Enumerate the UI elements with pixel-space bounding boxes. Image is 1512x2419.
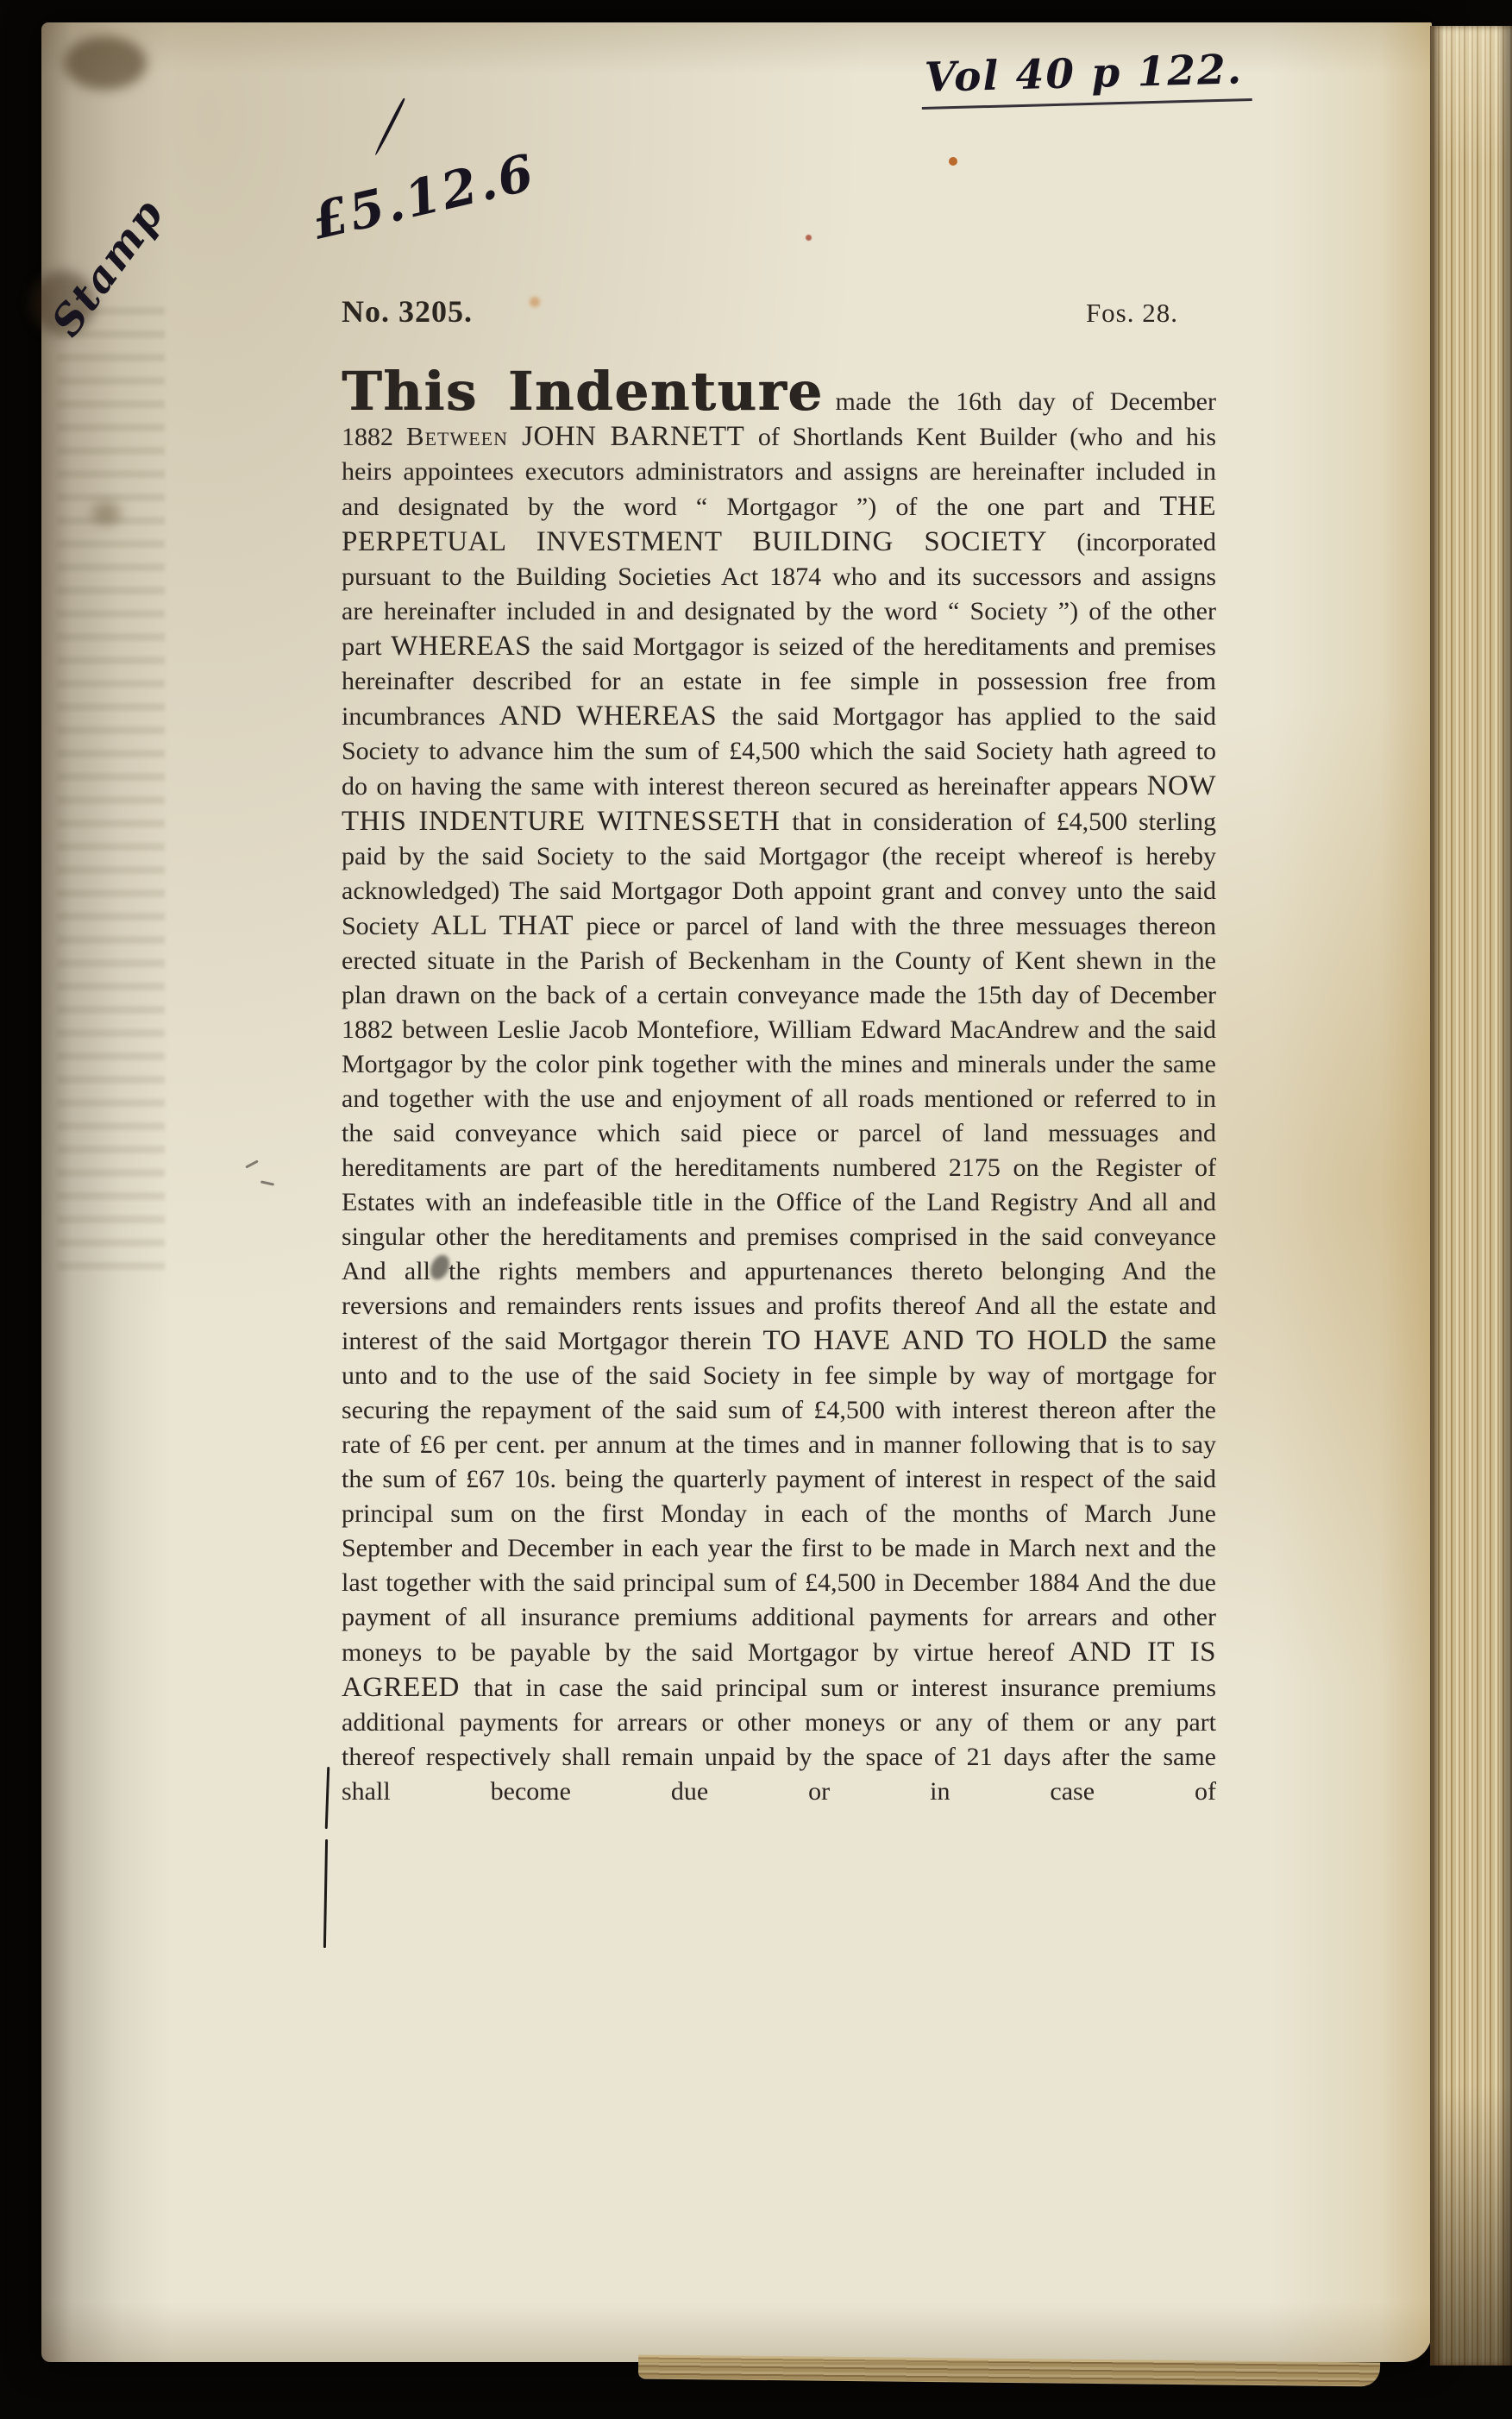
deed-text-segment: NOW THIS INDENTURE WITNESSETH <box>342 770 1216 837</box>
deed-paper-sheet <box>41 22 1432 2362</box>
deed-text-segment: Between <box>405 421 523 451</box>
folio-number: Fos. 28. <box>1085 298 1178 328</box>
handwritten-stamp-word: Stamp <box>41 189 174 346</box>
deed-text-segment: TO HAVE AND TO HOLD <box>762 1325 1120 1356</box>
margin-pen-mark <box>323 1839 328 1948</box>
handwritten-stamp-amount: £5.12.6 <box>306 142 542 251</box>
deed-text-segment: the said Mortgagor is seized of the hereditaments and premises hereinafter described for an estate in fee simple in possession free from incumbrances <box>342 632 1216 731</box>
bleedthrough-text-ghost <box>57 307 165 1273</box>
deed-text-segment: the said Mortgagor has applied to the said Society to advance him the sum of £4,500 which the said Society hath agreed to do on having the same with interest thereon secured as hereinafter appears <box>342 702 1216 801</box>
deed-content-column <box>342 293 1216 1809</box>
deed-text-segment: that in case the said principal sum or interest insurance premiums additional payments for arrears or other moneys or any of them or any part thereof respectively shall remain unpaid by the space of 21 days after the same shall become due or in case of <box>342 1674 1216 1806</box>
deed-body-text <box>342 360 1217 1809</box>
pencil-mark <box>260 1180 274 1185</box>
handwritten-volume-reference: Vol 40 p 122. <box>920 46 1252 110</box>
deed-text-segment: piece or parcel of land with the three messuages thereon erected situate in the Parish of Beckenham in the County of Kent shewn in the plan drawn on the back of a certain conveyance made the 15th day of December 1882 between Leslie Jacob Montefiore, William Edward MacAndrew and the said Mortgagor by the color pink together with the mines and minerals under the same and together with the use and enjoyment of all roads mentioned or referred to in the said conveyance which said piece or parcel of land messuages and hereditaments are part of the hereditaments numbered 2175 on the Register of Estates with an indefeasible title in the Office of the Land Registry And all and singular other the hereditaments and premises comprised in the said conveyance And all the rights members and appurtenances thereto belonging And the reversions and remainders rents issues and profits thereof And all the estate and interest of the said Mortgagor therein <box>342 912 1216 1355</box>
margin-pen-mark <box>325 1767 330 1829</box>
deed-text-segment: AND WHEREAS <box>499 701 732 732</box>
red-speck <box>806 235 812 241</box>
document-number: No. 3205. <box>342 294 473 329</box>
deed-text-segment: made the 16th day of December 1882 <box>342 387 1216 451</box>
ink-stain <box>64 36 147 90</box>
deed-text-segment: (incorporated pursuant to the Building Societies Act 1874 who and its successors and assigns are hereinafter included in and designated by the word “ Society ”) of the other part <box>342 528 1216 661</box>
deed-text-segment: that in consideration of £4,500 sterling paid by the said Society to the said Mortgagor (the receipt whereof is hereby acknowledged) The said Mortgagor Doth appoint grant and convey unto the said Society <box>342 807 1216 940</box>
orange-speck <box>949 157 957 166</box>
deed-text-segment: JOHN BARNETT <box>522 421 758 452</box>
deed-text-segment: ALL THAT <box>430 910 587 941</box>
deed-text-segment: WHEREAS <box>391 631 542 662</box>
deed-header <box>342 293 1216 330</box>
deed-text-segment: THE PERPETUAL INVESTMENT BUILDING SOCIETY <box>342 491 1216 557</box>
blackletter-opening: This Indenture <box>342 360 824 423</box>
pencil-mark <box>245 1159 259 1168</box>
deed-text-segment: the same unto and to the use of the said Society in fee simple by way of mortgage for securing the repayment of the said sum of £4,500 with interest thereon after the rate of £6 per cent. per annum at the times and in manner following that is to say the sum of £67 10s. being the quarterly payment of interest in respect of the said principal sum on the first Monday in each of the months of March June September and December in each year the first to be made in March next and the last together with the said principal sum of £4,500 in December 1884 And the due payment of all insurance premiums additional payments for arrears and other moneys to be payable by the said Mortgagor by virtue hereof <box>342 1327 1216 1667</box>
check-mark-icon <box>373 97 405 156</box>
deed-text-segment: AND IT IS AGREED <box>342 1637 1217 1703</box>
book-page-edges <box>1430 26 1512 2366</box>
deed-text-segment: of Shortlands Kent Builder (who and his heirs appointees executors administrators and assigns are hereinafter included in and designated by the word “ Mortgagor ”) of the one part and <box>342 423 1216 521</box>
